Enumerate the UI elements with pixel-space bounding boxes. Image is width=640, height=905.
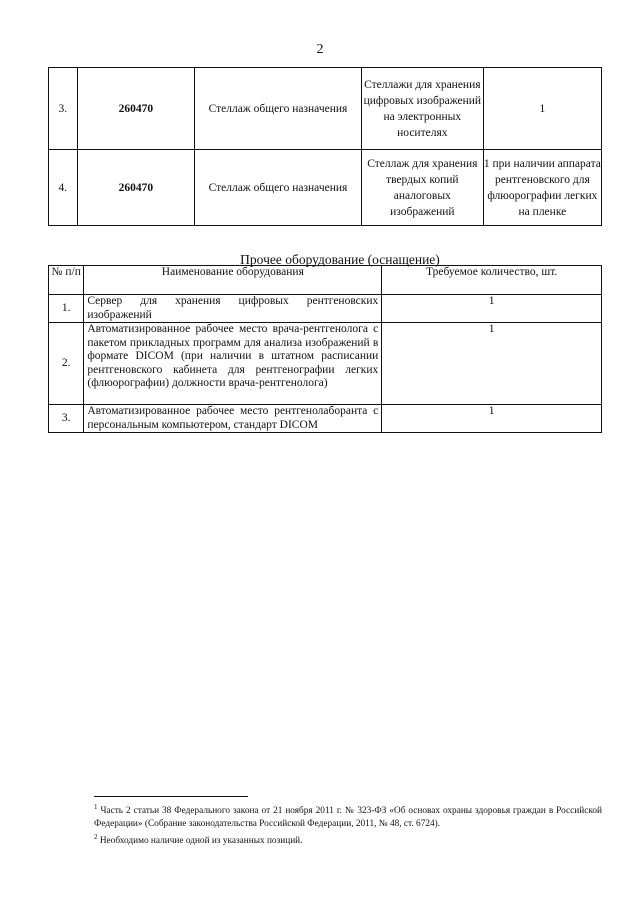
equipment-code: 260470 bbox=[77, 150, 194, 226]
equipment-name: Автоматизированное рабочее место рентгенолаборанта с персональным компьютером, стандарт DICOM bbox=[84, 405, 382, 433]
equipment-description: Стеллаж для хранения твердых копий аналоговых изображений bbox=[361, 150, 483, 226]
equipment-code: 260470 bbox=[77, 68, 194, 150]
equipment-name: Сервер для хранения цифровых рентгеновских изображений bbox=[84, 295, 382, 323]
footnote-text: Необходимо наличие одной из указанных позиций. bbox=[99, 836, 303, 847]
equipment-description: Стеллажи для хранения цифровых изображений на электронных носителях bbox=[361, 68, 483, 150]
table-row bbox=[49, 150, 602, 226]
row-number: 2. bbox=[49, 323, 84, 405]
table-row bbox=[49, 405, 602, 433]
equipment-quantity: 1 bbox=[483, 68, 601, 150]
page-number: 2 bbox=[316, 42, 324, 57]
footnote-divider bbox=[94, 796, 248, 797]
footnote-mark: 1 bbox=[94, 803, 98, 811]
equipment-name: Стеллаж общего назначения bbox=[195, 150, 362, 226]
row-number: 3. bbox=[49, 405, 84, 433]
section-title: Прочее оборудование (оснащение) bbox=[240, 252, 440, 267]
row-number: 1. bbox=[49, 295, 84, 323]
equipment-quantity: 1 при наличии аппарата рентгеновского для флюорографии легких на пленке bbox=[483, 150, 601, 226]
table-row bbox=[49, 295, 602, 323]
table-row bbox=[49, 68, 602, 150]
equipment-quantity: 1 bbox=[382, 405, 602, 433]
other-equipment-table bbox=[48, 265, 602, 433]
equipment-name: Стеллаж общего назначения bbox=[195, 68, 362, 150]
table-header bbox=[49, 266, 602, 295]
footnote-mark: 2 bbox=[94, 833, 98, 842]
header-name: Наименование оборудования bbox=[84, 266, 382, 295]
equipment-table bbox=[48, 67, 602, 226]
footnote-text: Часть 2 статьи 38 Федерального закона от 21 ноября 2011 г. № 323-ФЗ «Об основах охраны здоровья граждан в Российской Федерации» (Собрание законодательства Российской Федерации, 2011, № 48, ст. 6724). bbox=[94, 806, 602, 830]
header-num: № п/п bbox=[49, 266, 84, 295]
footnote-1 bbox=[94, 801, 602, 831]
footnotes bbox=[94, 801, 602, 848]
equipment-name: Автоматизированное рабочее место врача-рентгенолога с пакетом прикладных программ для анализа изображений в формате DICOM (при наличии в штатном расписании рентгеновского кабинета для рентгенографии легких (флюорографии) должности врача-рентгенолога) bbox=[84, 323, 382, 405]
row-number: 3. bbox=[49, 68, 78, 150]
equipment-quantity: 1 bbox=[382, 295, 602, 323]
header-quantity: Требуемое количество, шт. bbox=[382, 266, 602, 295]
row-number: 4. bbox=[49, 150, 78, 226]
equipment-quantity: 1 bbox=[382, 323, 602, 405]
table-row bbox=[49, 323, 602, 405]
footnote-2 bbox=[94, 831, 602, 848]
